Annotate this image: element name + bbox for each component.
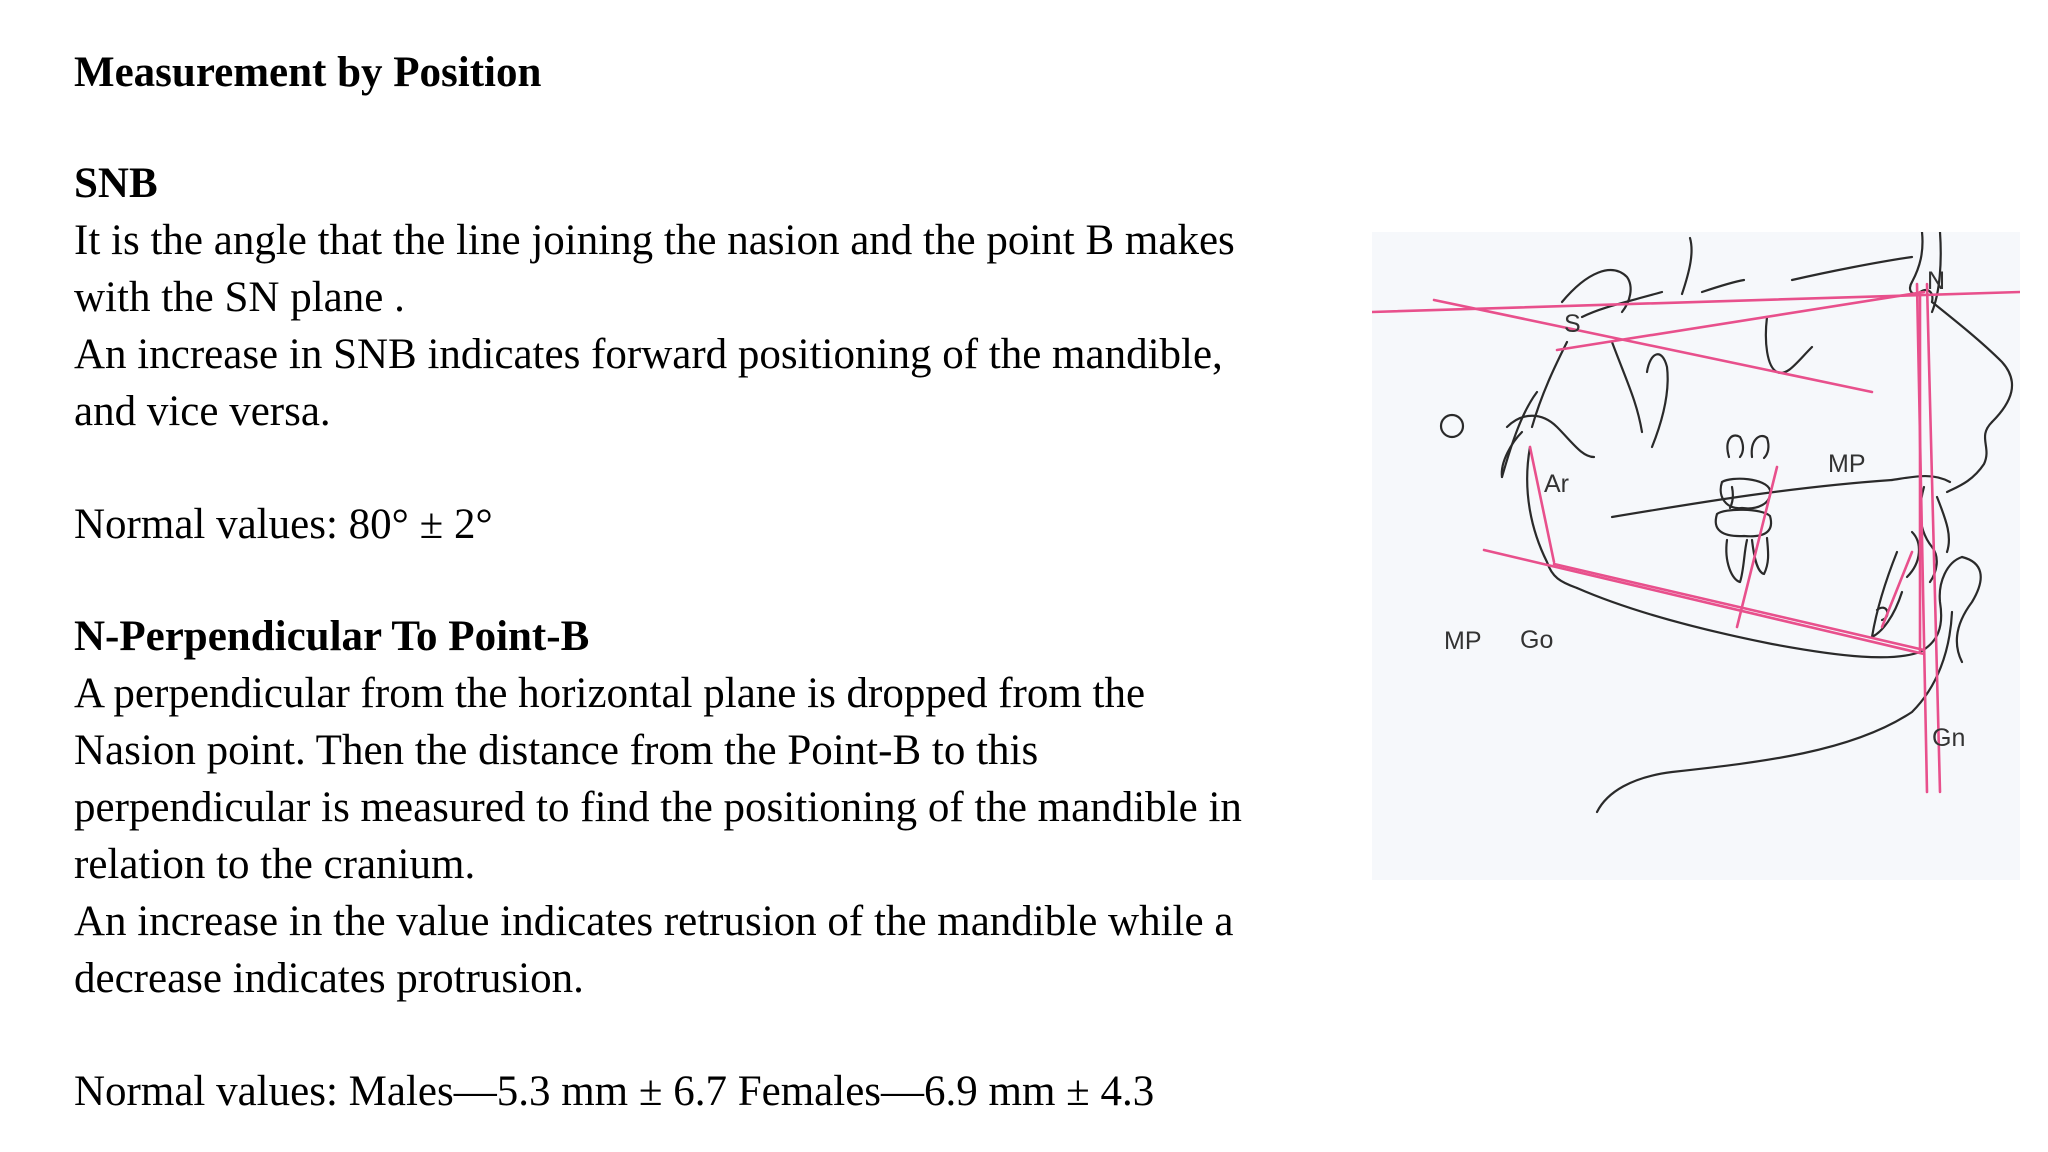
ptm-fissure — [1647, 354, 1668, 447]
snb-text-line-1: It is the angle that the line joining the nasion and the point B makes — [74, 217, 1235, 264]
nperp-normal-values: Normal values: Males—5.3 mm ± 6.7 Females—6.9 mm ± 4.3 — [74, 1068, 1155, 1115]
chin-contour — [1920, 557, 1962, 652]
label-gn: Gn — [1932, 724, 1966, 752]
palatal-plane — [1612, 480, 1892, 517]
reference-lines — [1372, 284, 2020, 792]
snb-text-line-3: An increase in SNB indicates forward positioning of the mandible, — [74, 331, 1223, 378]
upper-molar-root-2 — [1752, 436, 1769, 458]
cranial-reference-line — [1434, 300, 1872, 392]
label-s: S — [1564, 310, 1581, 338]
upper-lip — [1937, 497, 1949, 552]
anterior-cranium — [1682, 238, 1692, 294]
nperp-text-line-5: An increase in the value indicates retrusion of the mandible while a — [74, 898, 1234, 945]
mastoid-upper — [1532, 342, 1567, 427]
mandible-lower-border — [1577, 588, 1920, 657]
snb-text-line-4: and vice versa. — [74, 388, 331, 435]
orbit-contour — [1766, 317, 1812, 373]
symphysis-front — [1872, 552, 1902, 637]
snb-text-line-2: with the SN plane . — [74, 274, 405, 321]
lower-incisor — [1907, 532, 1919, 577]
neck-contour — [1597, 612, 1952, 812]
cephalometric-diagram — [1372, 232, 2020, 880]
cephalometric-tracing — [1372, 232, 2020, 880]
nperp-text-line-3: perpendicular is measured to find the positioning of the mandible in — [74, 784, 1242, 831]
nperp-text-line-6: decrease indicates protrusion. — [74, 955, 584, 1002]
label-go: Go — [1520, 626, 1554, 654]
page-title: Measurement by Position — [74, 49, 542, 96]
n-perpendicular-line-2 — [1927, 284, 1940, 792]
upper-molar-root — [1727, 436, 1743, 457]
pterygoid-line — [1612, 342, 1642, 432]
nperp-text-line-1: A perpendicular from the horizontal plane is dropped from the — [74, 670, 1146, 717]
ramus-tangent-line — [1530, 447, 1554, 562]
snb-normal-values: Normal values: 80° ± 2° — [74, 501, 493, 548]
snb-heading: SNB — [74, 160, 158, 207]
frankfort-horizontal-line — [1372, 292, 2020, 312]
lower-molar-root — [1726, 540, 1747, 582]
label-n: N — [1927, 267, 1946, 295]
label-mp-upper: MP — [1828, 450, 1866, 478]
nperp-text-line-2: Nasion point. Then the distance from the Point-B to this — [74, 727, 1039, 774]
molar-axis-line — [1737, 467, 1777, 627]
text-column — [74, 42, 1374, 1120]
nperp-text-line-4: relation to the cranium. — [74, 841, 476, 888]
frontal-line — [1792, 257, 1912, 280]
ear-rod-circle — [1441, 415, 1463, 437]
cranial-line-upper — [1702, 280, 1744, 292]
soft-chin — [1957, 557, 1981, 662]
nose-lower — [1947, 422, 1992, 492]
label-ar: Ar — [1544, 470, 1569, 498]
incisor-axis-line — [1882, 552, 1912, 627]
nperp-heading: N-Perpendicular To Point-B — [74, 613, 590, 660]
nose-upper — [1932, 302, 2012, 422]
label-mp-left: MP — [1444, 627, 1482, 655]
